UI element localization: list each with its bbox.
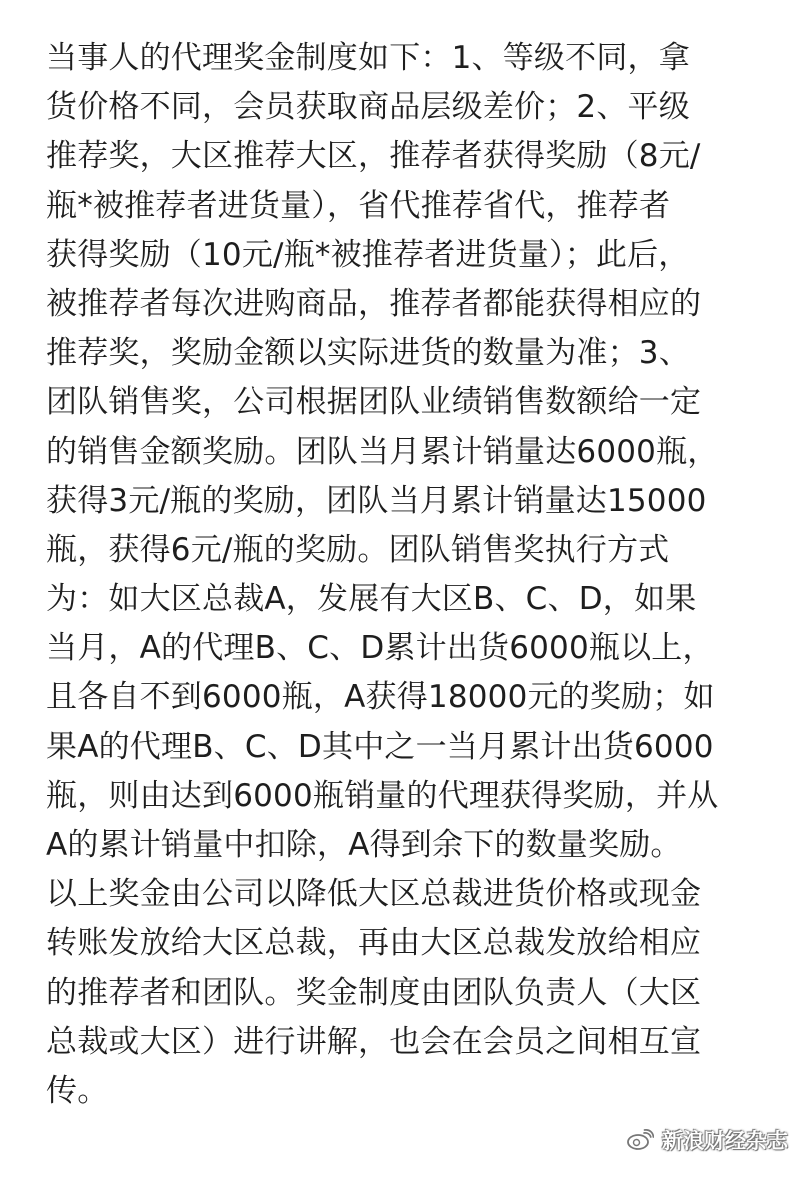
text-line: 以上奖金由公司以降低大区总裁进货价格或现金 xyxy=(46,876,702,913)
text-line: 果A的代理B、C、D其中之一当月累计出货6000 xyxy=(46,728,714,765)
body-paragraph xyxy=(46,34,774,1116)
text-line: 瓶，获得6元/瓶的奖励。团队销售奖执行方式 xyxy=(46,531,670,568)
text-line: 的推荐者和团队。奖金制度由团队负责人（大区 xyxy=(46,974,702,1011)
text-line: 传。 xyxy=(46,1072,109,1109)
text-line: 为：如大区总裁A，发展有大区B、C、D，如果 xyxy=(46,581,697,618)
text-line: A的累计销量中扣除，A得到余下的数量奖励。 xyxy=(46,827,682,863)
text-line: 且各自不到6000瓶，A获得18000元的奖励；如 xyxy=(46,679,715,716)
text-line: 被推荐者每次进购商品，推荐者都能获得相应的 xyxy=(46,285,702,322)
text-line: 获得3元/瓶的奖励，团队当月累计销量达15000 xyxy=(46,482,707,519)
text-line: 总裁或大区）进行讲解，也会在会员之间相互宣 xyxy=(46,1023,702,1060)
text-line: 获得奖励（10元/瓶*被推荐者进货量）；此后， xyxy=(46,236,690,273)
text-line: 转账发放给大区总裁，再由大区总裁发放给相应 xyxy=(46,925,702,962)
text-line: 货价格不同，会员获取商品层级差价；2、平级 xyxy=(46,89,690,126)
text-line: 团队销售奖，公司根据团队业绩销售数额给一定 xyxy=(46,384,702,421)
text-line: 当月，A的代理B、C、D累计出货6000瓶以上， xyxy=(46,630,714,667)
text-line: 推荐奖，大区推荐大区，推荐者获得奖励（8元/ xyxy=(46,138,701,175)
watermark-label: 新浪财经杂志 xyxy=(662,1129,788,1153)
text-line: 瓶*被推荐者进货量），省代推荐省代，推荐者 xyxy=(46,187,671,224)
text-line: 瓶，则由达到6000瓶销量的代理获得奖励，并从 xyxy=(46,777,719,814)
weibo-logo-icon xyxy=(626,1128,654,1152)
source-watermark xyxy=(626,1120,788,1160)
text-line: 推荐奖，奖励金额以实际进货的数量为准；3、 xyxy=(46,335,690,372)
text-line: 当事人的代理奖金制度如下：1、等级不同，拿 xyxy=(46,40,690,76)
text-line: 的销售金额奖励。团队当月累计销量达6000瓶， xyxy=(46,433,719,470)
